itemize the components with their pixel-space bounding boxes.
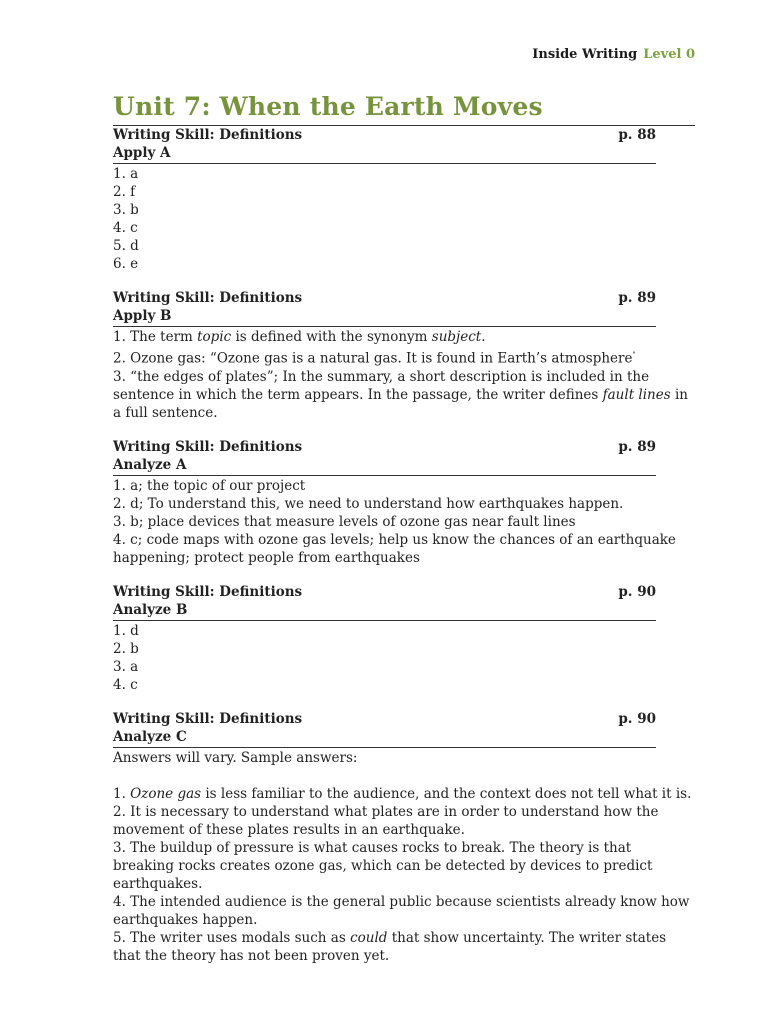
section-header	[113, 583, 656, 621]
section-header	[113, 289, 656, 327]
answer-list	[113, 164, 695, 273]
exercise-label: Apply B	[113, 308, 172, 324]
answer-line: 4. c	[113, 676, 138, 693]
answer-line: 2. Ozone gas: “Ozone gas is a natural gas. It is found in Earth’s atmosphere"	[113, 350, 636, 367]
intro-line: Answers will vary. Sample answers:	[113, 749, 358, 766]
answer-line: 3. b; place devices that measure levels of ozone gas near fault lines	[113, 513, 576, 530]
skill-label: Writing Skill: Definitions	[113, 127, 303, 143]
answer-list	[113, 748, 695, 965]
answer-line: 1. a	[113, 166, 139, 182]
answer-line: 2. It is necessary to understand what plates are in order to understand how the movement of these plates results in an earthquake.	[113, 803, 659, 838]
answer-line: 6. e	[113, 256, 139, 272]
answer-line: 4. c	[113, 220, 138, 236]
answer-line: 3. b	[113, 202, 139, 218]
book-title: Inside Writing	[532, 47, 638, 62]
skill-label: Writing Skill: Definitions	[113, 710, 303, 727]
answer-line: 3. a	[113, 658, 139, 675]
exercise-label: Analyze B	[113, 601, 188, 618]
exercise-label: Analyze C	[113, 728, 187, 745]
section-analyze-c	[113, 710, 695, 965]
answer-list	[113, 621, 695, 694]
page-ref: p. 89	[618, 290, 656, 306]
answer-line: 5. The writer uses modals such as could that show uncertainty. The writer states that the theory has not been proven yet.	[113, 929, 667, 964]
answer-line: 3. “the edges of plates”; In the summary, a short description is included in the sentence in which the term appears. In the passage, the writer defines fault lines in a full sentence.	[113, 368, 688, 421]
answer-key	[113, 125, 695, 981]
answer-line: 5. d	[113, 238, 139, 254]
skill-label: Writing Skill: Definitions	[113, 438, 303, 455]
section-analyze-b	[113, 583, 695, 694]
answer-line: 4. The intended audience is the general public because scientists already know how earthquakes happen.	[113, 893, 690, 928]
answer-list	[113, 327, 695, 422]
exercise-label: Apply A	[113, 145, 171, 161]
skill-label: Writing Skill: Definitions	[113, 290, 303, 306]
section-header	[113, 710, 656, 748]
answer-line: 1. a; the topic of our project	[113, 477, 306, 494]
answer-line: 3. The buildup of pressure is what causes rocks to break. The theory is that breaking rocks creates ozone gas, which can be detected by devices to predict earthquakes.	[113, 839, 653, 892]
section-apply-b	[113, 289, 695, 422]
answer-line: 2. b	[113, 640, 139, 657]
unit-title: Unit 7: When the Earth Moves	[113, 92, 543, 121]
page-ref: p. 89	[618, 438, 656, 455]
section-header	[113, 126, 656, 164]
section-header	[113, 438, 656, 476]
exercise-label: Analyze A	[113, 456, 187, 473]
section-analyze-a	[113, 438, 695, 567]
footnote-mark: "	[632, 351, 636, 359]
page-ref: p. 90	[618, 710, 656, 727]
page-ref: p. 88	[618, 127, 656, 143]
answer-line: 2. f	[113, 184, 136, 200]
page-header	[532, 47, 695, 62]
answer-list	[113, 476, 695, 567]
answer-line: 4. c; code maps with ozone gas levels; help us know the chances of an earthquake happening; protect people from earthquakes	[113, 531, 676, 566]
answer-line: 1. d	[113, 622, 139, 639]
skill-label: Writing Skill: Definitions	[113, 583, 303, 600]
section-apply-a	[113, 126, 695, 273]
answer-line: 1. Ozone gas is less familiar to the audience, and the context does not tell what it is.	[113, 785, 692, 802]
page-ref: p. 90	[618, 583, 656, 600]
spacer	[113, 767, 695, 785]
answer-line: 1. The term topic is defined with the synonym subject.	[113, 329, 486, 345]
level-label: Level 0	[643, 47, 695, 62]
answer-line: 2. d; To understand this, we need to understand how earthquakes happen.	[113, 495, 624, 512]
